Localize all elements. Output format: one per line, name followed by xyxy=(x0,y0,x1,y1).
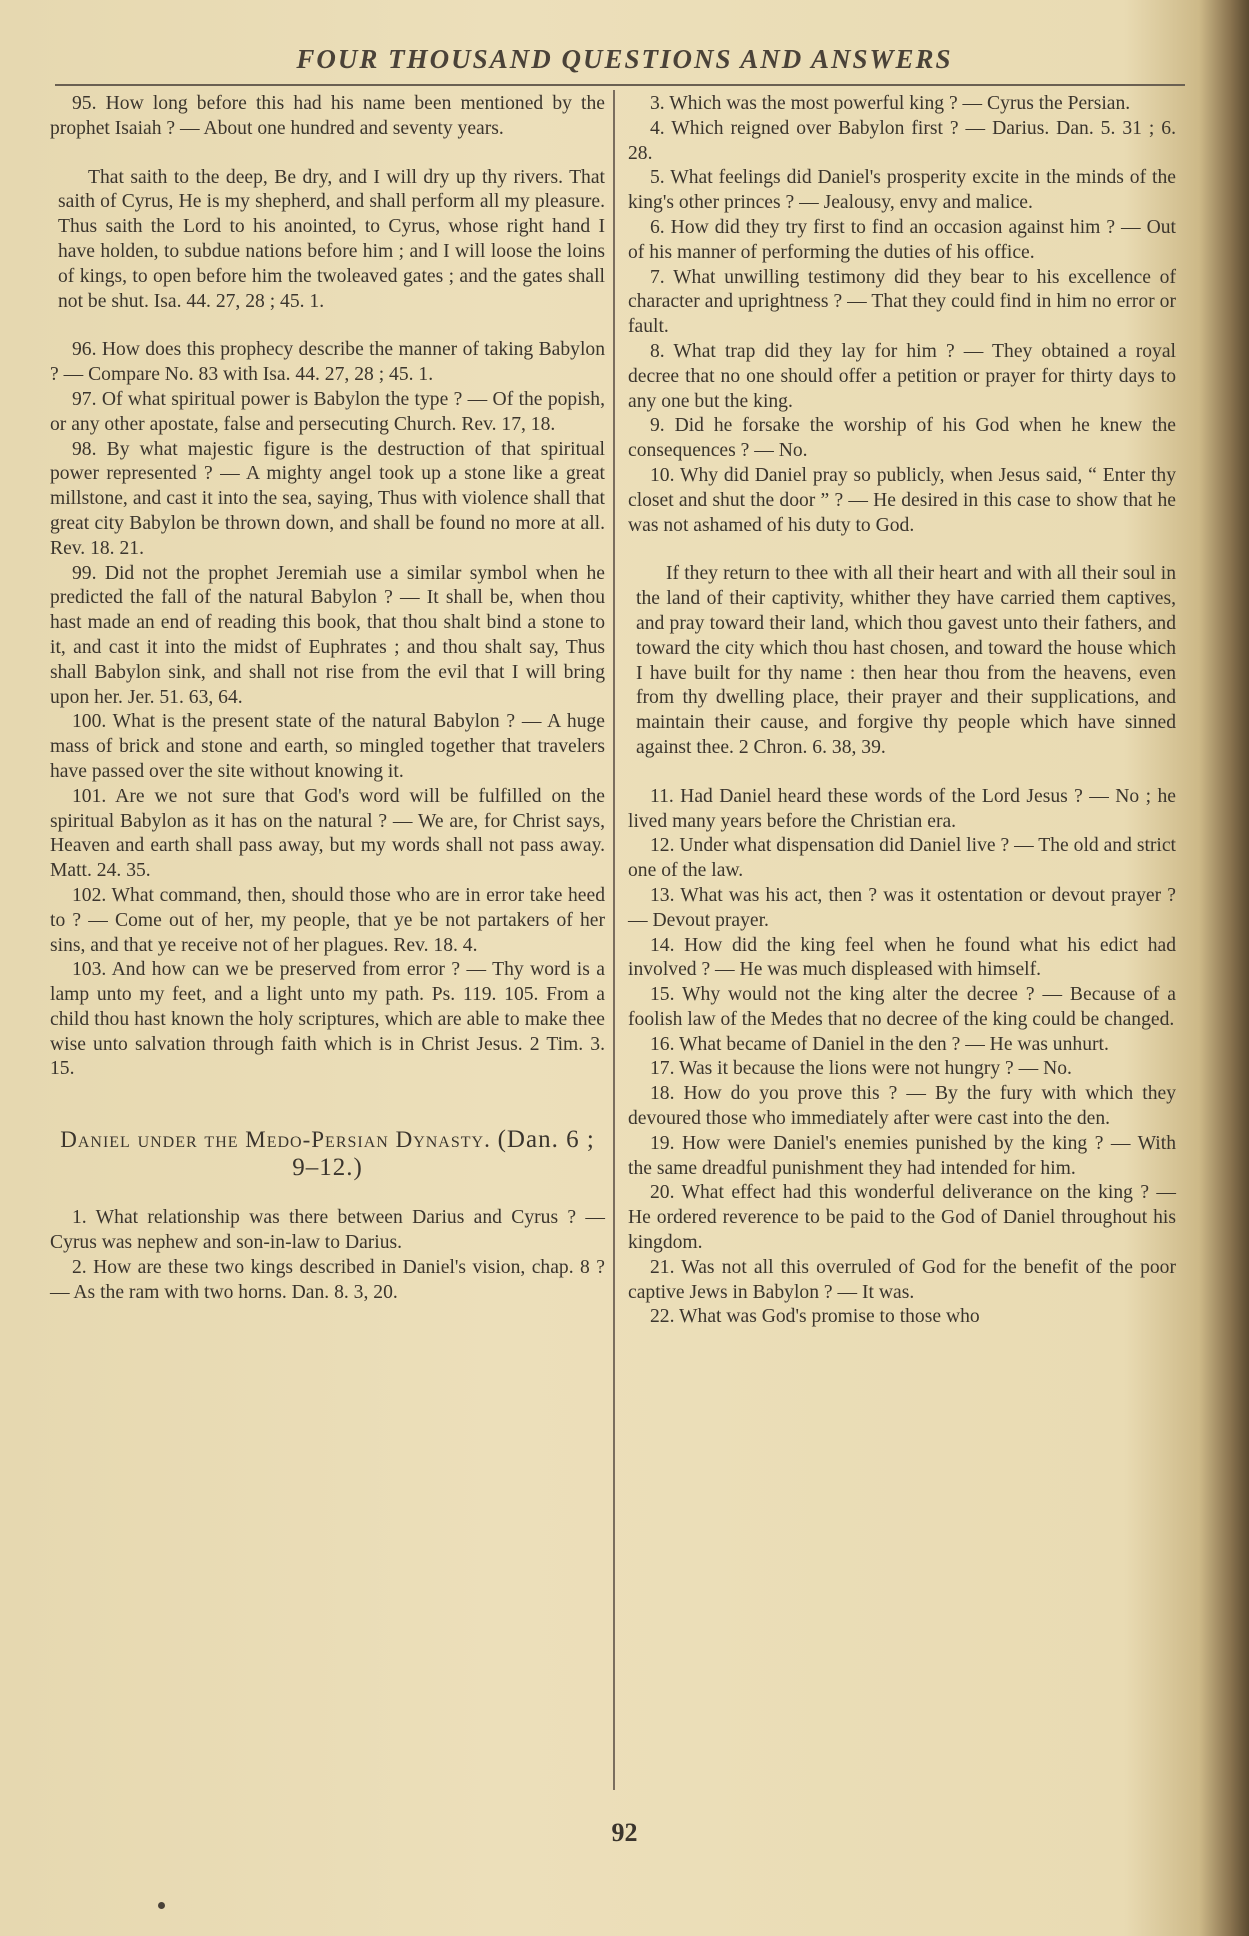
question-answer: 19. How were Daniel's enemies punished by the king ? — With the same dreadful punishment they had intended for him. xyxy=(628,1132,1176,1179)
question-answer: 98. By what majestic figure is the destruction of that spiritual power represented ? — A mighty angel took up a stone like a great millstone, and cast it into the sea, saying, Thus with violence shall that great city Babylon be thrown down, and shall be found no more at all. Rev. 18. 21. xyxy=(50,438,605,559)
scripture-quote: If they return to thee with all their heart and with all their soul in the land of their captivity, whither they have carried them captives, and pray toward their land, which thou gavest unto their fathers, and toward the city which thou hast chosen, and toward the house which I have built for thy name : then hear thou from the heavens, even from thy dwelling place, their prayer and their supplications, and maintain their cause, and forgive thy people which have sinned against thee. 2 Chron. 6. 38, 39. xyxy=(636,563,1176,758)
question-answer: 11. Had Daniel heard these words of the Lord Jesus ? — No ; he lived many years before the Christian era. xyxy=(628,785,1176,832)
section-heading-reference: (Dan. 6 ; 9–12.) xyxy=(292,1126,595,1182)
section-heading xyxy=(50,1126,605,1182)
scripture-quote: That saith to the deep, Be dry, and I will dry up thy rivers. That saith of Cyrus, He is my shepherd, and shall perform all my pleasure. Thus saith the Lord to his anointed, to Cyrus, whose right hand I have holden, to subdue nations before him ; and I will loose the loins of kings, to open before him the twoleaved gates ; and the gates shall not be shut. Isa. 44. 27, 28 ; 45. 1. xyxy=(58,166,605,312)
question-answer: 4. Which reigned over Babylon first ? — Darius. Dan. 5. 31 ; 6. 28. xyxy=(628,117,1176,164)
question-answer: 15. Why would not the king alter the decree ? — Because of a foolish law of the Medes that no decree of the king could be changed. xyxy=(628,984,1176,1030)
left-column xyxy=(50,92,605,1305)
question-answer: 103. And how can we be preserved from error ? — Thy word is a lamp unto my feet, and a light unto my path. Ps. 119. 105. From a child thou hast known the holy scriptures, which are able to make thee wise unto salvation through faith which is in Christ Jesus. 2 Tim. 3. 15. xyxy=(50,959,605,1080)
page-number: 92 xyxy=(611,1818,638,1847)
question-answer: 96. How does this prophecy describe the manner of taking Babylon ? — Compare No. 83 with Isa. 44. 27, 28 ; 45. 1. xyxy=(50,339,605,386)
ink-speck xyxy=(158,1902,165,1909)
question-answer: 12. Under what dispensation did Daniel live ? — The old and strict one of the law. xyxy=(628,835,1176,882)
question-answer: 5. What feelings did Daniel's prosperity excite in the minds of the king's other princes ? — Jealousy, envy and malice. xyxy=(628,167,1176,214)
question-answer: 7. What unwilling testimony did they bear to his excellence of character and uprightness ? — That they could find in him no error or fault. xyxy=(628,266,1176,338)
question-answer: 3. Which was the most powerful king ? — Cyrus the Persian. xyxy=(650,93,1131,114)
question-answer: 2. How are these two kings described in Daniel's vision, chap. 8 ? — As the ram with two horns. Dan. 8. 3, 20. xyxy=(50,1256,605,1303)
question-answer: 95. How long before this had his name been mentioned by the prophet Isaiah ? — About one hundred and seventy years. xyxy=(50,93,605,139)
column-divider xyxy=(613,90,615,1790)
question-answer: 8. What trap did they lay for him ? — They obtained a royal decree that no one should offer a petition or prayer for thirty days to any one but the king. xyxy=(628,340,1176,412)
question-answer: 6. How did they try first to find an occasion against him ? — Out of his manner of performing the duties of his office. xyxy=(628,216,1176,263)
section-heading-title: Daniel under the Medo-Persian Dynasty. xyxy=(60,1127,491,1153)
question-answer: 20. What effect had this wonderful deliverance on the king ? — He ordered reverence to be paid to the God of Daniel throughout his kingdom. xyxy=(628,1182,1176,1254)
question-answer: 101. Are we not sure that God's word will be fulfilled on the spiritual Babylon as it has on the natural ? — We are, for Christ says, Heaven and earth shall pass away, but my words shall not pass away. Matt. 24. 35. xyxy=(50,785,605,882)
right-column xyxy=(628,92,1176,1330)
header-rule xyxy=(55,84,1185,86)
question-answer: 99. Did not the prophet Jeremiah use a similar symbol when he predicted the fall of the natural Babylon ? — It shall be, when thou hast made an end of reading this book, that thou shalt bind a stone to it, and cast it into the midst of Euphrates ; and thou shalt say, Thus shall Babylon sink, and shall not rise from the evil that I will bring upon her. Jer. 51. 63, 64. xyxy=(50,562,605,708)
running-header: FOUR THOUSAND QUESTIONS AND ANSWERS xyxy=(296,44,953,74)
question-answer: 14. How did the king feel when he found what his edict had involved ? — He was much displeased with himself. xyxy=(628,934,1176,981)
question-answer: 97. Of what spiritual power is Babylon the type ? — Of the popish, or any other apostate, false and persecuting Church. Rev. 17, 18. xyxy=(50,388,605,435)
question-answer: 9. Did he forsake the worship of his God when he knew the consequences ? — No. xyxy=(628,415,1176,462)
question-answer: 10. Why did Daniel pray so publicly, when Jesus said, “ Enter thy closet and shut the door ” ? — He desired in this case to show that he was not ashamed of his duty to God. xyxy=(628,464,1176,536)
question-answer: 22. What was God's promise to those who xyxy=(650,1306,980,1328)
question-answer: 13. What was his act, then ? was it ostentation or devout prayer ? — Devout prayer. xyxy=(628,884,1176,931)
question-answer: 1. What relationship was there between Darius and Cyrus ? — Cyrus was nephew and son-in-law to Darius. xyxy=(50,1207,605,1254)
question-answer: 16. What became of Daniel in the den ? — He was unhurt. xyxy=(650,1033,1109,1055)
question-answer: 100. What is the present state of the natural Babylon ? — A huge mass of brick and stone and earth, so mingled together that travelers have passed over the site without knowing it. xyxy=(50,711,605,782)
question-answer: 17. Was it because the lions were not hungry ? — No. xyxy=(650,1058,1072,1080)
question-answer: 102. What command, then, should those who are in error take heed to ? — Come out of her, my people, that ye be not partakers of her sins, and that ye receive not of her plagues. Rev. 18. 4. xyxy=(50,884,605,956)
question-answer: 18. How do you prove this ? — By the fury with which they devoured those who immediately after were cast into the den. xyxy=(628,1083,1176,1130)
question-answer: 21. Was not all this overruled of God for the benefit of the poor captive Jews in Babylon ? — It was. xyxy=(628,1256,1176,1303)
